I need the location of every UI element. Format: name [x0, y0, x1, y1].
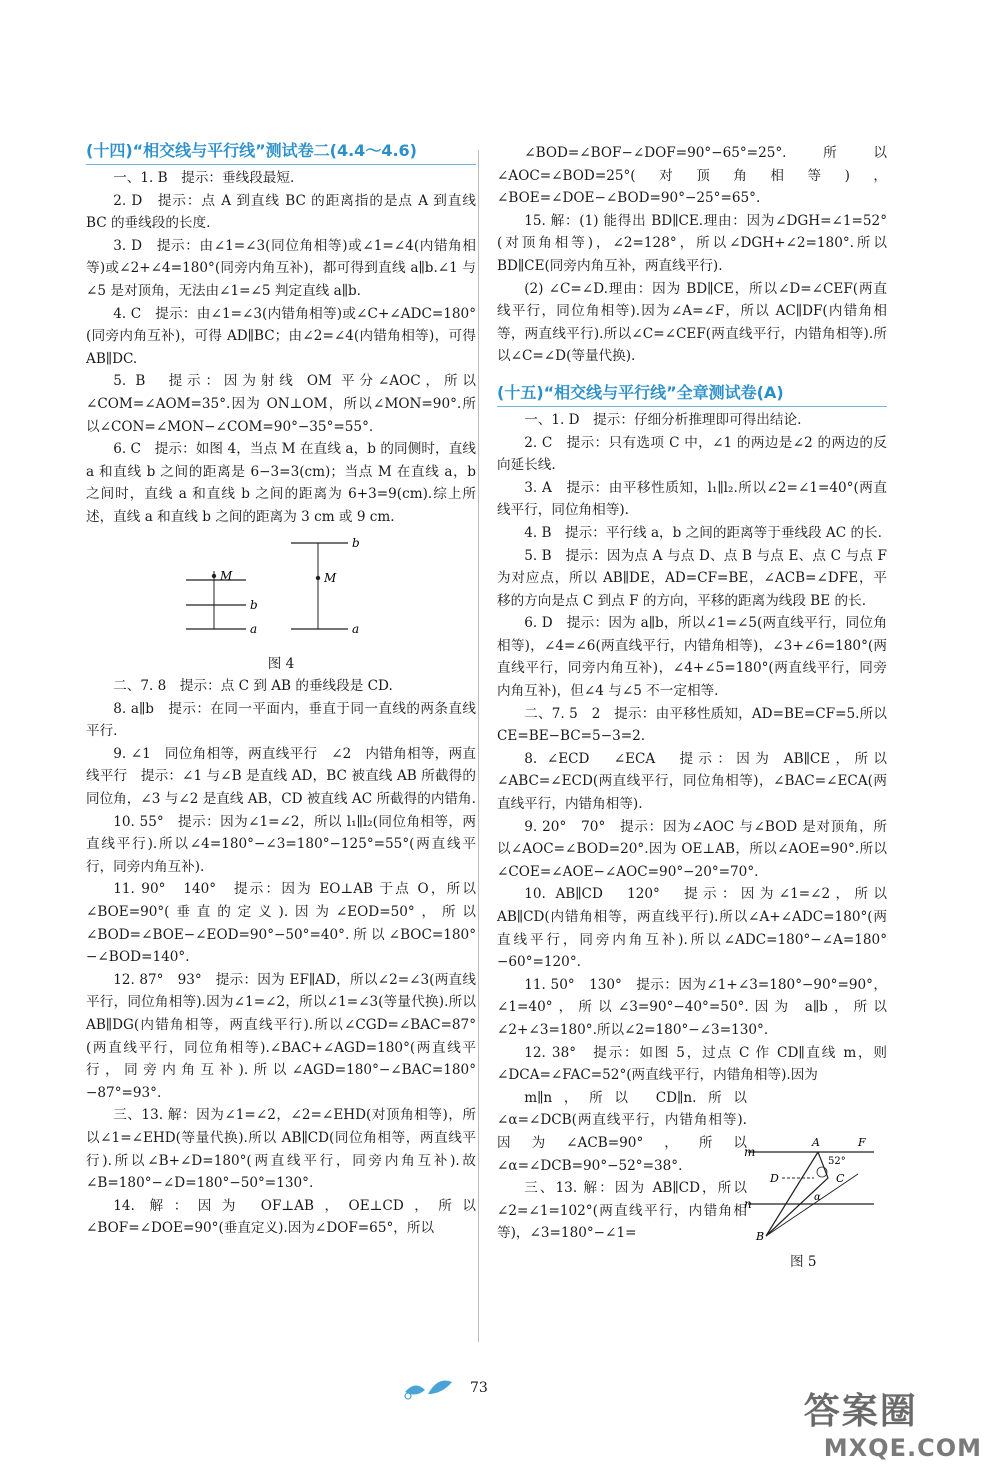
- answer-paragraph-5: 6. C 提示：如图 4，当点 M 在直线 a，b 的同侧时，直线 a 和直线 b 之间的距离是 6−3=3(cm)；当点 M 在直线 a，b 之间时，直线 a 和直线 b 之间的距离为 6+3=9(cm).综上所述，直线 a 和直线 b 之间的距离为 3 cm 或 9 cm.: [86, 441, 476, 525]
- answer-paragraph-3: 4. C 提示：由∠1=∠3(内错角相等)或∠C+∠ADC=180°(同旁内角互补)，可得 AD∥BC；由∠2=∠4(内错角相等)，可得 AB∥DC.: [86, 305, 476, 367]
- figure-4-caption: 图 4: [267, 655, 295, 672]
- section-heading-15: (十五)“相交线与平行线”全章测试卷(A): [497, 380, 887, 407]
- answer-paragraph-5: 6. D 提示：因为 a∥b，所以∠1=∠5(两直线平行，同位角相等)，∠4=∠6(两直线平行，内错角相等)，∠3+∠6=180°(两直线平行，同旁内角互补)，∠4+∠5=180°(两直线平行，同旁内角互补)，但∠4 与∠5 不一定相等.: [497, 615, 887, 700]
- answer-paragraph-5: 12. 87° 93° 提示：因为 EF∥AD，所以∠2=∠3(两直线平行，同位角相等).因为∠1=∠2，所以∠1=∠3(等量代换).所以 AB∥DG(内错角相等，两直线平行).所以∠CGD=∠BAC=87°(两直线平行，同位角相等).∠BAC+∠AGD=180°(两直线平行，同旁内角互补).所以∠AGD=180°−∠BAC=180°−87°=93°.: [86, 971, 476, 1101]
- fig5-label-d: D: [770, 1172, 779, 1185]
- answer-paragraph-7: 8. ∠ECD ∠ECA 提示：因为 AB∥CE，所以∠ABC=∠ECD(两直线平行，同位角相等)，∠BAC=∠ECA(两直线平行，内错角相等).: [497, 750, 887, 813]
- answer-paragraph-0: m∥n，所以 CD∥n.所以∠α=∠DCB(两直线平行，内错角相等).因为∠ACB=90°，所以∠α=∠DCB=90°−52°=38°.: [497, 1089, 747, 1174]
- figure-4-diagram: [86, 533, 476, 651]
- answer-paragraph-1: 2. C 提示：只有选项 C 中，∠1 的两边是∠2 的两边的反向延长线.: [497, 434, 887, 474]
- answer-paragraph-10: 11. 50° 130° 提示：因为∠1+∠3=180°−90°=90°，∠1=40°，所以∠3=90°−40°=50°.因为 a∥b，所以∠2+∠3=180°.所以∠2=180°−∠3=130°.: [497, 976, 887, 1038]
- answer-paragraph-8: 9. 20° 70° 提示：因为∠AOC 与∠BOD 是对顶角，所以∠AOC=∠BOD=20°.因为 OE⊥AB，所以∠AOE=90°.所以∠COE=∠AOE−∠AOC=90°−20°=70°.: [497, 818, 887, 880]
- answer-paragraph-1: 三、13. 解：因为 AB∥CD，所以∠2=∠1=102°(两直线平行，内错角相等)，∠3=180°−∠1=: [497, 1180, 747, 1242]
- answer-paragraph-0: 二、7. 8 提示：点 C 到 AB 的垂线段是 CD.: [113, 678, 393, 695]
- section-heading-14: (十四)“相交线与平行线”测试卷二(4.4～4.6): [86, 138, 476, 165]
- fig5-label-b: B: [756, 1230, 765, 1243]
- answer-paragraph-1: 8. a∥b 提示：在同一平面内，垂直于同一直线的两条直线平行.: [86, 700, 476, 740]
- fig4-label-b-left: b: [250, 597, 258, 612]
- answer-paragraph-7: 14. 解：因为 OF⊥AB，OE⊥CD，所以∠BOF=∠DOE=90°(垂直定义).因为∠DOF=65°，所以: [86, 1197, 476, 1237]
- figure-5-diagram: [744, 1132, 878, 1243]
- answer-paragraph-3: 4. B 提示：平行线 a，b 之间的距离等于垂线段 AC 的长.: [524, 524, 882, 541]
- fig5-label-m: m: [744, 1145, 756, 1159]
- watermark-bottom: MXQE.COM: [823, 1434, 982, 1462]
- answer-paragraph-2: (2) ∠C=∠D.理由：因为 BD∥CE，所以∠D=∠CEF(两直线平行，同位角相等).因为∠A=∠F，所以 AC∥DF(内错角相等，两直线平行).所以∠C=∠CEF(两直线平行，内错角相等).所以∠C=∠D(等量代换).: [497, 280, 887, 365]
- figure-5-caption: 图 5: [790, 1254, 817, 1270]
- fig5-angle-52: 52°: [828, 1156, 846, 1167]
- fig4-label-m-left: M: [220, 568, 233, 583]
- watermark-top: 答案圈: [803, 1391, 918, 1432]
- answer-paragraph-6: 三、13. 解：因为∠1=∠2，∠2=∠EHD(对顶角相等)，所以∠1=∠EHD(等量代换).所以 AB∥CD(同位角相等，两直线平行).所以∠B+∠D=180°(两直线平行，同旁内角互补).故∠B=180°−∠D=180°−50°=130°.: [86, 1107, 476, 1192]
- fig4-label-m-right: M: [324, 570, 337, 585]
- answer-paragraph-2: 3. A 提示：由平移性质知，l₁∥l₂.所以∠2=∠1=40°(两直线平行，同位角相等).: [497, 479, 887, 519]
- fig5-angle-alpha: α: [814, 1192, 821, 1203]
- fig4-label-a-left: a: [250, 621, 258, 636]
- page-number: 73: [470, 1380, 488, 1396]
- fig5-label-a: A: [812, 1136, 820, 1149]
- answer-paragraph-4: 5. B 提示：因为点 A 与点 D、点 B 与点 E、点 C 与点 F 为对应点，所以 AB∥DE，AD=CF=BE，∠ACB=∠DFE，平移的方向是点 C 到点 F 的方向，平移的距离为线段 BE 的长.: [497, 547, 887, 609]
- answer-paragraph-4: 5. B 提示：因为射线 OM 平分∠AOC，所以∠COM=∠AOM=35°.因为 ON⊥OM，所以∠MON=90°.所以∠CON=∠MON−∠COM=90°−35°=55°.: [86, 373, 476, 435]
- answer-paragraph-9: 10. AB∥CD 120° 提示：因为∠1=∠2，所以 AB∥CD(内错角相等，两直线平行).所以∠A+∠ADC=180°(两直线平行，同旁内角互补).所以∠ADC=180°−∠A=180°−60°=120°.: [497, 886, 887, 971]
- answer-paragraph-0: 一、1. D 提示：仔细分析推理即可得出结论.: [524, 411, 802, 428]
- answer-paragraph-1: 2. D 提示：点 A 到直线 BC 的距离指的是点 A 到直线 BC 的垂线段的长度.: [86, 192, 476, 232]
- answer-paragraph-2: 3. D 提示：由∠1=∠3(同位角相等)或∠1=∠4(内错角相等)或∠2+∠4=180°(同旁内角互补)，都可得到直线 a∥b.∠1 与∠5 是对顶角，无法由∠1=∠5 判定直线 a∥b.: [86, 237, 476, 299]
- figure-4: [86, 533, 476, 651]
- fig5-label-f: F: [858, 1136, 866, 1149]
- answer-paragraph-6: 二、7. 5 2 提示：由平移性质知，AD=BE=CF=5.所以 CE=BE−BC=5−3=2.: [497, 705, 887, 745]
- fig4-label-b-right: b: [352, 535, 360, 550]
- answer-paragraph-4: 11. 90° 140° 提示：因为 EO⊥AB 于点 O，所以∠BOE=90°(垂直的定义).因为∠EOD=50°，所以∠BOD=∠BOE−∠EOD=90°−50°=40°.所以∠BOC=180°−∠BOD=140°.: [86, 881, 476, 966]
- left-column: [86, 138, 476, 1240]
- column-divider: [478, 150, 479, 1342]
- answer-paragraph-11: 12. 38° 提示：如图 5，过点 C 作 CD∥直线 m，则∠DCA=∠FAC=52°(两直线平行，内错角相等).因为: [497, 1044, 887, 1084]
- fig5-label-c: C: [836, 1172, 845, 1185]
- answer-paragraph-0: ∠BOD=∠BOF−∠DOF=90°−65°=25°.所以∠AOC=∠BOD=25°(对顶角相等)，∠BOE=∠DOE−∠BOD=90°−25°=65°.: [497, 145, 887, 207]
- fig4-label-a-right: a: [352, 621, 360, 636]
- answer-paragraph-3: 10. 55° 提示：因为∠1=∠2，所以 l₁∥l₂(同位角相等，两直线平行).所以∠4=180°−∠3=180°−125°=55°(两直线平行，同旁内角互补).: [86, 813, 476, 875]
- watermark: [804, 1383, 982, 1462]
- right-column: [497, 142, 887, 1245]
- fig5-label-n: n: [744, 1197, 752, 1211]
- answer-paragraph-1: 15. 解：(1) 能得出 BD∥CE.理由：因为∠DGH=∠1=52°(对顶角相等)，∠2=128°，所以∠DGH+∠2=180°.所以 BD∥CE(同旁内角互补，两直线平行).: [497, 212, 887, 274]
- leaf-ornament-icon: [400, 1372, 460, 1402]
- answer-paragraph-0: 一、1. B 提示：垂线段最短.: [113, 170, 295, 186]
- answer-paragraph-2: 9. ∠1 同位角相等，两直线平行 ∠2 内错角相等，两直线平行 提示：∠1 与∠B 是直线 AD，BC 被直线 AB 所截得的同位角，∠3 与∠2 是直线 AB，CD 被直线 AC 所截得的内错角.: [86, 745, 476, 808]
